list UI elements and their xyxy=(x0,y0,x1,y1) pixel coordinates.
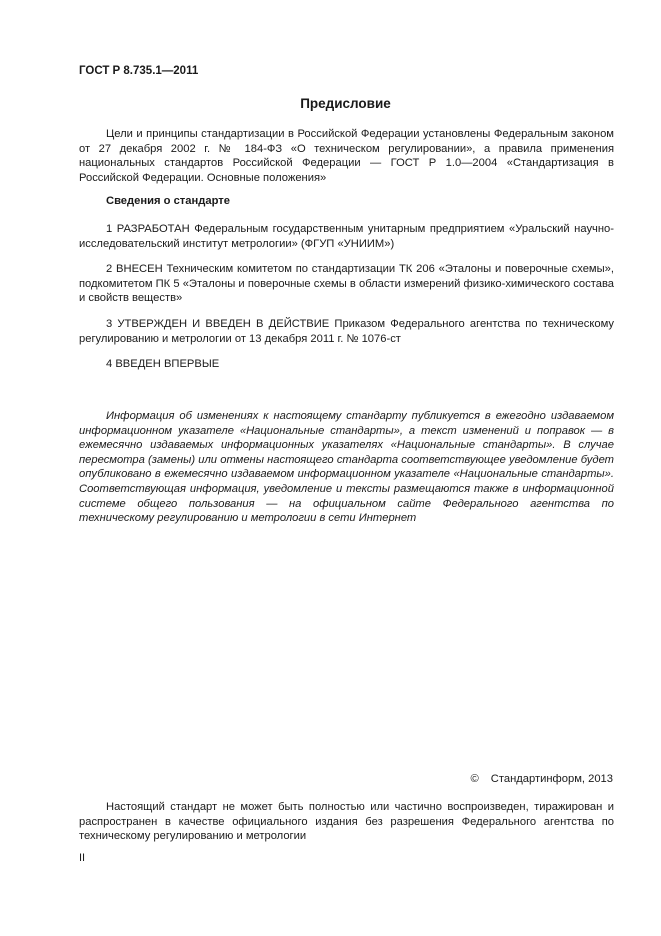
intro-paragraph: Цели и принципы стандартизации в Российской Федерации установлены Федеральным законом от 27 декабря 2002 г. № 184-ФЗ «О техническом регулировании», а правила применения национальных стандартов Российской Федерации — ГОСТ Р 1.0—2004 «Стандартизация в Российской Федерации. Основные положения» xyxy=(79,128,614,184)
info-item-4: 4 ВВЕДЕН ВПЕРВЫЕ xyxy=(106,358,220,370)
reproduction-notice: Настоящий стандарт не может быть полностью или частично воспроизведен, тиражирован и распространен в качестве официального издания без разрешения Федерального агентства по техническому регулированию и метрологии xyxy=(79,801,614,843)
info-item-2: 2 ВНЕСЕН Техническим комитетом по стандартизации ТК 206 «Эталоны и поверочные схемы», подкомитетом ПК 5 «Эталоны и поверочные схемы в области измерений физико-химического состава и свойств веществ» xyxy=(79,263,614,305)
copyright-symbol: © xyxy=(470,773,479,785)
page-title: Предисловие xyxy=(300,96,391,111)
copyright-line xyxy=(471,773,613,785)
page-number: II xyxy=(79,852,86,864)
document-code: ГОСТ Р 8.735.1—2011 xyxy=(79,65,199,77)
amendments-notice: Информация об изменениях к настоящему стандарту публикуется в ежегодно издаваемом информационном указателе «Национальные стандарты», а текст изменений и поправок — в ежемесячно издаваемых информационных указателях «Национальные стандарты». В случае пересмотра (замены) или отмены настоящего стандарта соответствующее уведомление будет опубликовано в ежемесячно издаваемом информационном указателе «Национальные стандарты». Соответствующая информация, уведомление и тексты размещаются также в информационной системе общего пользования — на официальном сайте Федерального агентства по техническому регулированию и метрологии в сети Интернет xyxy=(79,410,614,525)
info-item-3: 3 УТВЕРЖДЕН И ВВЕДЕН В ДЕЙСТВИЕ Приказом Федерального агентства по техническому регулированию и метрологии от 13 декабря 2011 г. № 1076-ст xyxy=(79,318,614,345)
info-heading: Сведения о стандарте xyxy=(106,195,230,207)
copyright-holder: Стандартинформ, 2013 xyxy=(490,773,613,785)
info-item-1: 1 РАЗРАБОТАН Федеральным государственным унитарным предприятием «Уральский научно-исследовательский институт метрологии» (ФГУП «УНИИМ») xyxy=(79,223,614,250)
